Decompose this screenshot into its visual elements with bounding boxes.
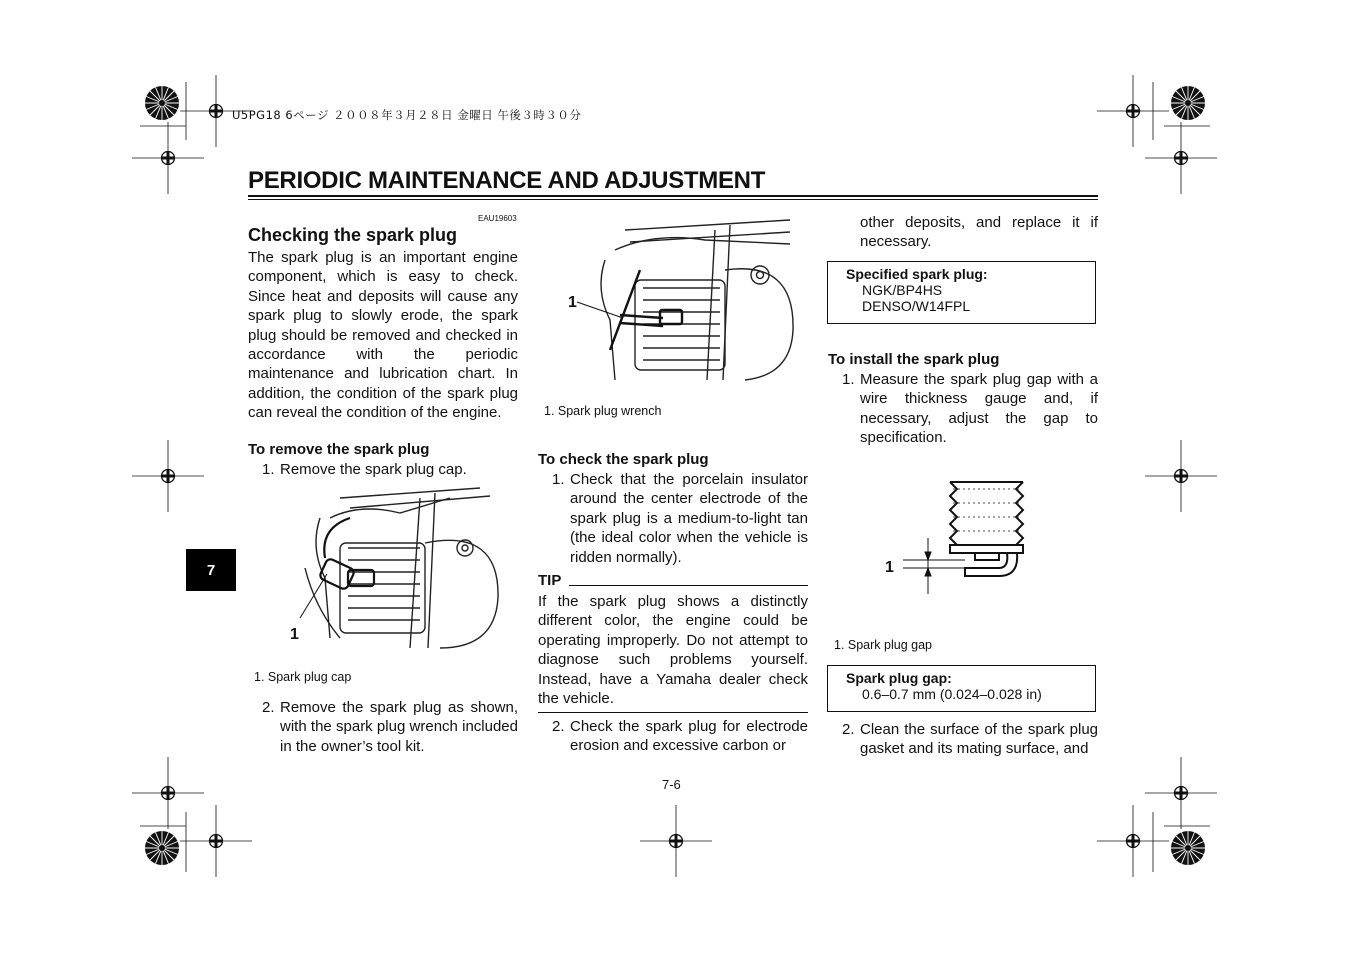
- figure-callout: 1: [290, 626, 299, 643]
- tip-text: If the spark plug shows a distinctly different color, the engine could be operating improperly. Do not attempt to diagnose such problems yourself. Instead, have a Yamaha dealer check the vehicle.: [538, 593, 808, 708]
- spec-item: DENSO/W14FPL: [862, 298, 971, 314]
- figure-callout: 1: [568, 294, 577, 311]
- remove-heading: To remove the spark plug: [248, 441, 430, 458]
- figure-caption: 1. Spark plug gap: [834, 638, 932, 652]
- tip-rule: [569, 585, 808, 586]
- gap-title: Spark plug gap:: [846, 670, 952, 686]
- spark-plug-gap-illustration: [895, 480, 1055, 600]
- page-title: PERIODIC MAINTENANCE AND ADJUSTMENT: [248, 167, 766, 194]
- step-text: Remove the spark plug as shown, with the spark plug wrench included in the owner’s tool kit.: [280, 699, 518, 755]
- remove-step-2: [262, 698, 518, 756]
- continued-text: other deposits, and replace it if necessary.: [860, 214, 1098, 251]
- spark-plug-wrench-illustration: [565, 220, 795, 385]
- install-heading: To install the spark plug: [828, 351, 1000, 368]
- title-rule: [248, 195, 1098, 197]
- figure-caption: 1. Spark plug wrench: [544, 404, 662, 418]
- install-step-2: [842, 720, 1098, 759]
- gap-spec-box: [827, 665, 1096, 712]
- title-rule-thin: [248, 199, 1098, 200]
- step-text: Remove the spark plug cap.: [280, 461, 467, 478]
- step-text: Clean the surface of the spark plug gasket and its mating surface, and: [860, 721, 1098, 758]
- page-number: 7-6: [662, 777, 681, 792]
- print-header: U5PG18 6ページ ２００８年３月２８日 金曜日 午後３時３０分: [232, 108, 582, 122]
- step-number: 1.: [842, 371, 855, 388]
- step-number: 1.: [262, 461, 275, 478]
- chapter-tab: 7: [186, 549, 236, 591]
- remove-step-1: [262, 460, 518, 479]
- spec-box: [827, 261, 1096, 324]
- check-heading: To check the spark plug: [538, 451, 709, 468]
- spec-item: NGK/BP4HS: [862, 282, 943, 298]
- spec-title: Specified spark plug:: [846, 266, 988, 282]
- figure-callout: 1: [885, 559, 894, 576]
- intro-paragraph: The spark plug is an important engine component, which is easy to check. Since heat and deposits will cause any spark plug to slowly erode, the spark plug should be removed and checked in accordance with the periodic maintenance and lubrication chart. In addition, the condition of the spark plug can reveal the condition of the engine.: [248, 249, 518, 422]
- step-number: 2.: [842, 721, 855, 738]
- install-step-1: [842, 370, 1098, 448]
- step-text: Check that the porcelain insulator around the center electrode of the spark plug is a medium-to-light tan (the ideal color when the vehicle is ridden normally).: [570, 471, 808, 566]
- step-number: 2.: [552, 718, 565, 735]
- spark-plug-cap-illustration: [300, 488, 500, 653]
- step-text: Measure the spark plug gap with a wire thickness gauge and, if necessary, adjust the gap to specification.: [860, 371, 1098, 447]
- figure-caption: 1. Spark plug cap: [254, 670, 352, 684]
- section-code: EAU19603: [478, 214, 517, 223]
- gap-value: 0.6–0.7 mm (0.024–0.028 in): [862, 686, 1042, 702]
- step-number: 1.: [552, 471, 565, 488]
- check-step-2: [552, 717, 808, 756]
- tip-label: TIP: [538, 572, 562, 589]
- tip-end-rule: [538, 712, 808, 713]
- check-step-1: [552, 470, 808, 567]
- step-number: 2.: [262, 699, 275, 716]
- section-heading: Checking the spark plug: [248, 225, 458, 245]
- step-text: Check the spark plug for electrode erosion and excessive carbon or: [570, 718, 808, 755]
